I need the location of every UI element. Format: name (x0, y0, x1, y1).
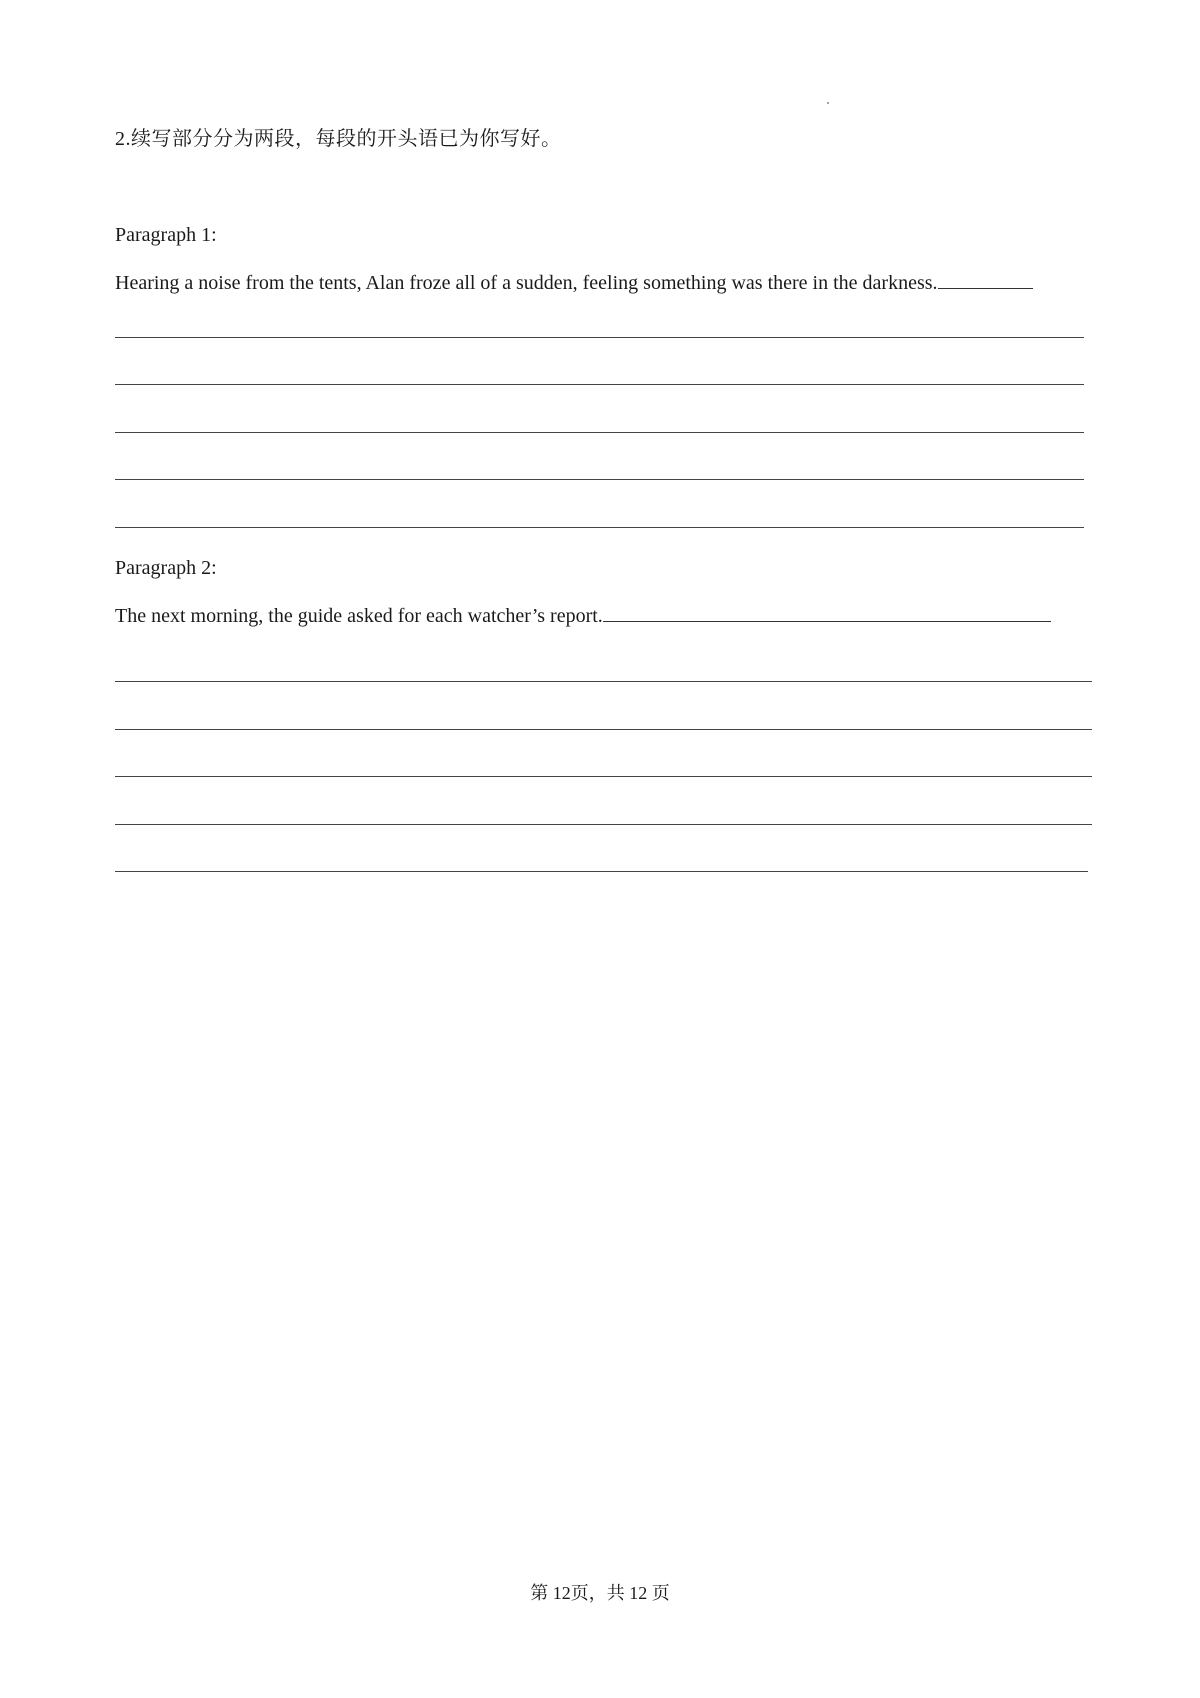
writing-line[interactable] (115, 681, 1092, 682)
stray-dot (827, 102, 829, 104)
writing-line[interactable] (115, 337, 1084, 338)
writing-line[interactable] (115, 384, 1084, 385)
paragraph-2-inline-blank[interactable] (603, 603, 1051, 622)
writing-line[interactable] (115, 527, 1084, 528)
page-number: 第 12页，共 12 页 (530, 1583, 670, 1603)
paragraph-2-opening-text: The next morning, the guide asked for each watcher’s report. (115, 605, 603, 627)
paragraph-1-opening-line (115, 270, 1033, 295)
writing-line[interactable] (115, 479, 1084, 480)
paragraph-2-label: Paragraph 2: (115, 557, 217, 579)
paragraph-2-opening-line (115, 603, 1051, 628)
paragraph-1-label: Paragraph 1: (115, 224, 217, 246)
writing-line[interactable] (115, 729, 1092, 730)
paragraph-1-opening-text: Hearing a noise from the tents, Alan froze all of a sudden, feeling something was there in the darkness. (115, 272, 938, 294)
writing-line[interactable] (115, 824, 1092, 825)
writing-line[interactable] (115, 871, 1088, 872)
paragraph-1-inline-blank[interactable] (938, 270, 1033, 289)
writing-line[interactable] (115, 776, 1092, 777)
writing-line[interactable] (115, 432, 1084, 433)
writing-instruction: 2.续写部分分为两段，每段的开头语已为你写好。 (115, 128, 562, 150)
